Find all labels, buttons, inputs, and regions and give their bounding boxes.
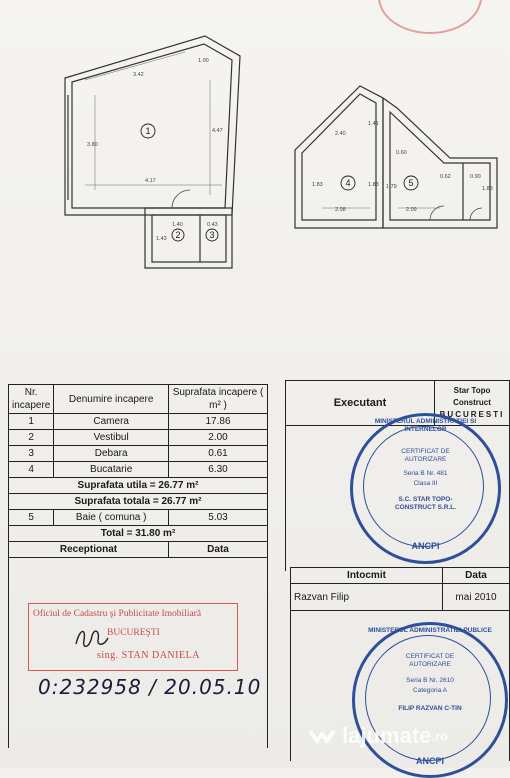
dim-label: 2.40 (335, 131, 346, 137)
dim-label: 0.60 (396, 150, 407, 156)
sup-utila-row: Suprafata utila = 26.77 m² (9, 478, 268, 494)
dim-label: 0.43 (207, 222, 218, 228)
table-row: 5 Baie ( comuna ) 5.03 (9, 510, 268, 526)
dim-label: 0.90 (470, 174, 481, 180)
table-row: 4 Bucatarie 6.30 (9, 462, 268, 478)
stamp1-cert: CERTIFICAT DE AUTORIZARE (401, 448, 450, 463)
dim-label: 4.17 (145, 178, 156, 184)
col-header-area: Suprafata incapere ( m² ) (169, 385, 268, 414)
watermark-brand: lajumate (342, 723, 432, 749)
signature (72, 624, 112, 654)
dim-label: 1.83 (312, 182, 323, 188)
room2-number: 2 (175, 230, 181, 240)
stamp2-ring-text: MINISTERUL ADMINISTRATIEI PUBLICE (368, 627, 492, 634)
receptionat-row: Receptionat Data (9, 542, 268, 558)
watermark-tld: .ro (431, 728, 449, 744)
stamp1-ring-text: MINISTERUL ADMINISTRATIEI SI INTERNELOR (374, 418, 477, 433)
dim-label: 3.42 (133, 72, 144, 78)
stamp2-name: FILIP RAZVAN C-TIN (398, 705, 462, 712)
dim-label: 1.83 (482, 186, 493, 192)
dim-label: 1.79 (386, 184, 397, 190)
author-date: mai 2010 (443, 584, 510, 611)
watermark (308, 722, 508, 762)
cadastre-line3: sing. STAN DANIELA (97, 650, 200, 661)
stamp1-clasa: Clasa III (413, 480, 438, 487)
dim-label: 0.62 (440, 174, 451, 180)
col-header-nr: Nr. incapere (9, 385, 54, 414)
sup-totala-row: Suprafata totala = 26.77 m² (9, 494, 268, 510)
dim-label: 2.09 (406, 207, 417, 213)
company-city: BUCURESTI (439, 410, 505, 419)
dim-label: 2.08 (335, 207, 346, 213)
stamp2-categoria: Categoria A (413, 687, 447, 694)
rooms-table-header (9, 385, 268, 414)
intocmit-data-label: Data (443, 568, 510, 584)
dim-label: 1.43 (156, 236, 167, 242)
dim-label: 1.00 (198, 58, 209, 64)
total-row: Total = 31.80 m² (9, 526, 268, 542)
intocmit-label: Intocmit (291, 568, 443, 584)
table-row: 1 Camera 17.86 (9, 414, 268, 430)
cadastre-line1: Oficiul de Cadastru şi Publicitate Imobiliară (33, 609, 202, 619)
room1-number: 1 (145, 126, 151, 136)
stamp2-agency: ANCPI (415, 756, 444, 766)
cadastre-line2: BUCUREŞTI (107, 628, 160, 638)
table-row: 2 Vestibul 2.00 (9, 430, 268, 446)
floor-plan (0, 0, 510, 300)
stamp1-serie: Seria B Nr. 481 (403, 470, 448, 477)
room4-number: 4 (345, 178, 351, 188)
table-row: 3 Debara 0.61 (9, 446, 268, 462)
stamp2-cert: CERTIFICAT DE AUTORIZARE (405, 653, 455, 668)
watermark-logo-icon (308, 725, 336, 747)
col-header-name: Denumire incapere (54, 385, 169, 414)
author-name: Razvan Filip (291, 584, 443, 611)
dim-label: 1.40 (172, 222, 183, 228)
dim-label: 1.83 (368, 182, 379, 188)
stamp2-serie: Seria B Nr. 2610 (406, 677, 454, 684)
dim-label: 4.47 (212, 128, 223, 134)
executant-label: Executant (286, 381, 435, 426)
cadastre-stamp (28, 603, 238, 671)
dim-label: 3.80 (87, 142, 98, 148)
stamp1-agency: ANCPI (411, 541, 440, 551)
ancpi-stamp-company (350, 413, 501, 564)
stamp1-company: S.C. STAR TOPO-CONSTRUCT S.R.L. (394, 496, 457, 511)
room3-number: 3 (209, 230, 215, 240)
room5-number: 5 (408, 178, 414, 188)
dim-label: 1.41 (368, 121, 379, 127)
company-name: Star Topo Construct (453, 386, 491, 407)
registration-number: 0:232958 / 20.05.10 (38, 675, 262, 699)
